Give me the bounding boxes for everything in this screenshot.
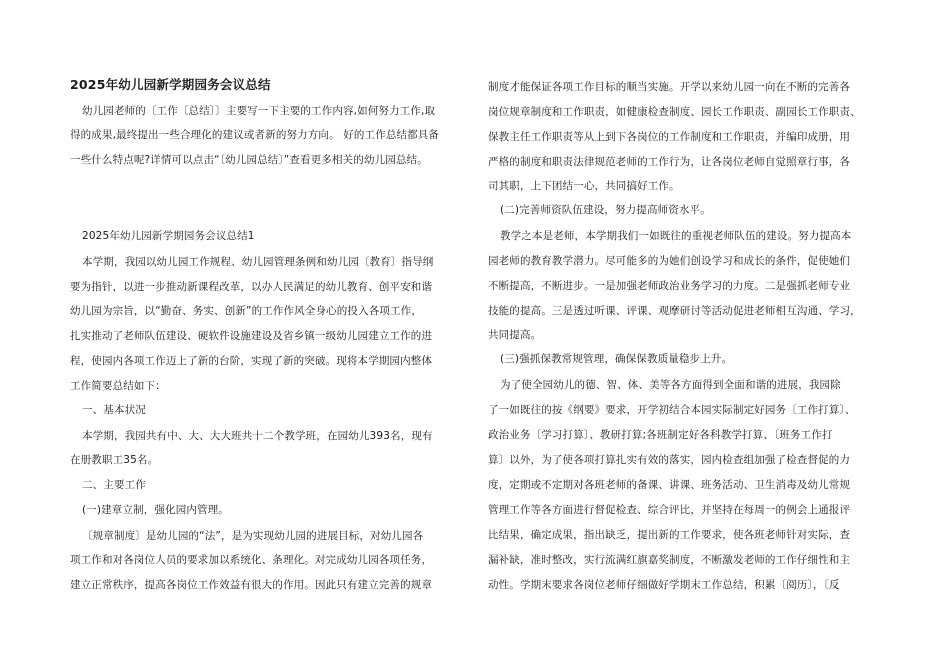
paragraph-line: 扎实推动了老师队伍建设、硬软件设施建设及省乡镇一级幼儿园建立工作的进 [70,330,433,342]
subheading-item-2: (二)完善师资队伍建设，努力提高师资水平。 [500,204,711,216]
paragraph-line: 建立正常秩序，提高各岗位工作效益有很大的作用。因此只有建立完善的规章 [70,579,433,591]
paragraph-line: 要为指针，以进一步推动新课程改革，以办人民满足的幼儿教育、创平安和谐 [70,281,433,293]
paragraph-line: 〔规章制度〕是幼儿园的“法”，是为实现幼儿园的进展目标，对幼儿园各 [82,530,424,542]
paragraph-line: 项工作和对各岗位人员的要求加以系统化、条理化。对完成幼儿园各项任务， [70,554,433,566]
intro-line-3: 一些什么特点呢?详情可以点击“〔幼儿园总结〕”查看更多相关的幼儿园总结。 [70,154,428,166]
subheading-item-3: (三)强抓保教常规管理，确保保教质量稳步上升。 [500,353,733,365]
paragraph-line: 算〕以外，为了使各项打算扎实有效的落实，园内检查组加强了检查督促的力 [488,454,851,466]
paragraph-line: 园老师的教育教学潜力。尽可能多的为她们创设学习和成长的条件，促使她们 [488,255,851,267]
paragraph-line: 了一如既往的按《纲要》要求，开学初结合本园实际制定好园务〔工作打算〕、 [488,404,856,416]
intro-line-2: 得的成果,最终提出一些合理化的建议或者新的努力方向。 好的工作总结都具备 [70,129,440,141]
paragraph-line: 管理工作等各方面进行督促检查、综合评比，并坚持在每周一的例会上通报评 [488,504,851,516]
subheading-main-work: 二、主要工作 [82,479,146,491]
paragraph-line: 共同提高。 [488,329,542,341]
paragraph-line: 漏补缺，准时整改，实行流满红旗嘉奖制度，不断激发老师的工作仔细性和主 [488,554,851,566]
paragraph-line: 保教主任工作职责等从上到下各岗位的工作制度和工作职责，并编印成册，用 [488,131,851,143]
paragraph-line: 工作简要总结如下： [70,380,166,392]
paragraph-line: 度，定期或不定期对各班老师的备课、讲课、班务活动、卫生消毒及幼儿常规 [488,479,851,491]
paragraph-line: 比结果，确定成果，指出缺乏，提出新的工作要求，使各班老师针对实际，查 [488,529,851,541]
paragraph-line: 程，使园内各项工作迈上了新的台阶，实现了新的突破。现将本学期园内整体 [70,355,433,367]
paragraph-line: 严格的制度和职责法律规范老师的工作行为，让各岗位老师自觉照章行事，各 [488,156,851,168]
paragraph-line: 动性。学期末要求各岗位老师仔细做好学期末工作总结，积累〔阅历〕，〔反 [488,579,840,591]
paragraph-line: 本学期，我园以幼儿园工作规程、幼儿园管理条例和幼儿园〔教育〕指导纲 [82,256,434,268]
section-heading: 2025年幼儿园新学期园务会议总结1 [82,230,255,242]
subheading-item-1: (一)建章立制，强化园内管理。 [82,504,229,516]
subheading-basic: 一、基本状况 [82,404,146,416]
paragraph-line: 幼儿园为宗旨，以“勤奋、务实、创新”的工作作风全身心的投入各项工作， [70,305,422,317]
paragraph-line: 司其职，上下团结一心，共同搞好工作。 [488,180,680,192]
paragraph-line: 技能的提高。三是透过听课、评课、观摩研讨等活动促进老师相互沟通、学习， [488,305,861,317]
paragraph-line: 在册教职工35名。 [70,454,159,466]
paragraph-line: 不断提高，不断进步。一是加强老师政治业务学习的力度。二是强抓老师专业 [488,280,851,292]
paragraph-line: 制度才能保证各项工作目标的顺当实施。开学以来幼儿园一向在不断的完善各 [488,81,851,93]
paragraph-line: 本学期，我园共有中、大、大大班共十二个教学班，在园幼儿393名，现有 [82,430,433,442]
paragraph-line: 政治业务〔学习打算〕、教研打算;各班制定好各科教学打算、〔班务工作打 [488,429,833,441]
paragraph-line: 岗位规章制度和工作职责，如健康检查制度、园长工作职责、副园长工作职责、 [488,106,861,118]
intro-line-1: 幼儿园老师的〔工作〔总结〕〕主要写一下主要的工作内容,如何努力工作,取 [82,105,436,117]
document-title: 2025年幼儿园新学期园务会议总结 [70,77,271,92]
paragraph-line: 为了使全园幼儿的德、智、体、美等各方面得到全面和谐的进展，我园除 [500,379,841,391]
paragraph-line: 教学之本是老师，本学期我们一如既往的重视老师队伍的建设。努力提高本 [500,230,852,242]
